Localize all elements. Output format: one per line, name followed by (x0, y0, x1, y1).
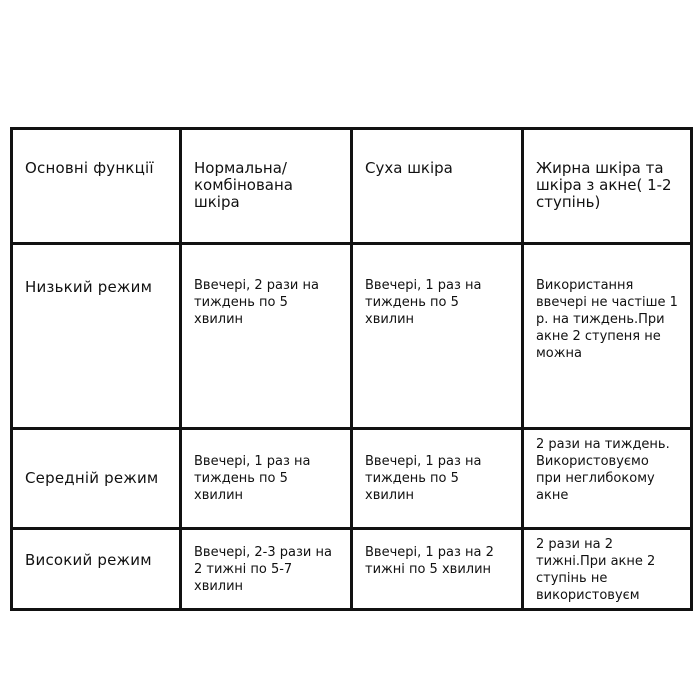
table-row (12, 429, 692, 529)
table-row (12, 529, 692, 610)
cell-medium-normal: Ввечері, 1 раз на тиждень по 5 хвилин (181, 429, 352, 529)
cell-high-dry: Ввечері, 1 раз на 2 тижні по 5 хвилин (352, 529, 523, 610)
cell-high-oily: 2 рази на 2 тижні.При акне 2 ступінь не використовуєм (523, 529, 692, 610)
header-functions: Основні функції (12, 129, 181, 244)
row-label-low-mode: Низький режим (12, 244, 181, 429)
table-header-row (12, 129, 692, 244)
cell-high-normal: Ввечері, 2-3 рази на 2 тижні по 5-7 хвилин (181, 529, 352, 610)
header-dry-skin: Суха шкіра (352, 129, 523, 244)
table-row (12, 244, 692, 429)
cell-low-dry: Ввечері, 1 раз на тиждень по 5 хвилин (352, 244, 523, 429)
cell-medium-oily: 2 рази на тиждень. Використовуємо при неглибокому акне (523, 429, 692, 529)
header-oily-skin: Жирна шкіра та шкіра з акне( 1-2 ступінь) (523, 129, 692, 244)
cell-low-oily: Використання ввечері не частіше 1 р. на тиждень.При акне 2 ступеня не можна (523, 244, 692, 429)
cell-medium-dry: Ввечері, 1 раз на тиждень по 5 хвилин (352, 429, 523, 529)
row-label-medium-mode: Середній режим (12, 429, 181, 529)
header-normal-skin: Нормальна/ комбінована шкіра (181, 129, 352, 244)
cell-low-normal: Ввечері, 2 рази на тиждень по 5 хвилин (181, 244, 352, 429)
row-label-high-mode: Високий режим (12, 529, 181, 610)
skin-modes-table (10, 127, 693, 611)
